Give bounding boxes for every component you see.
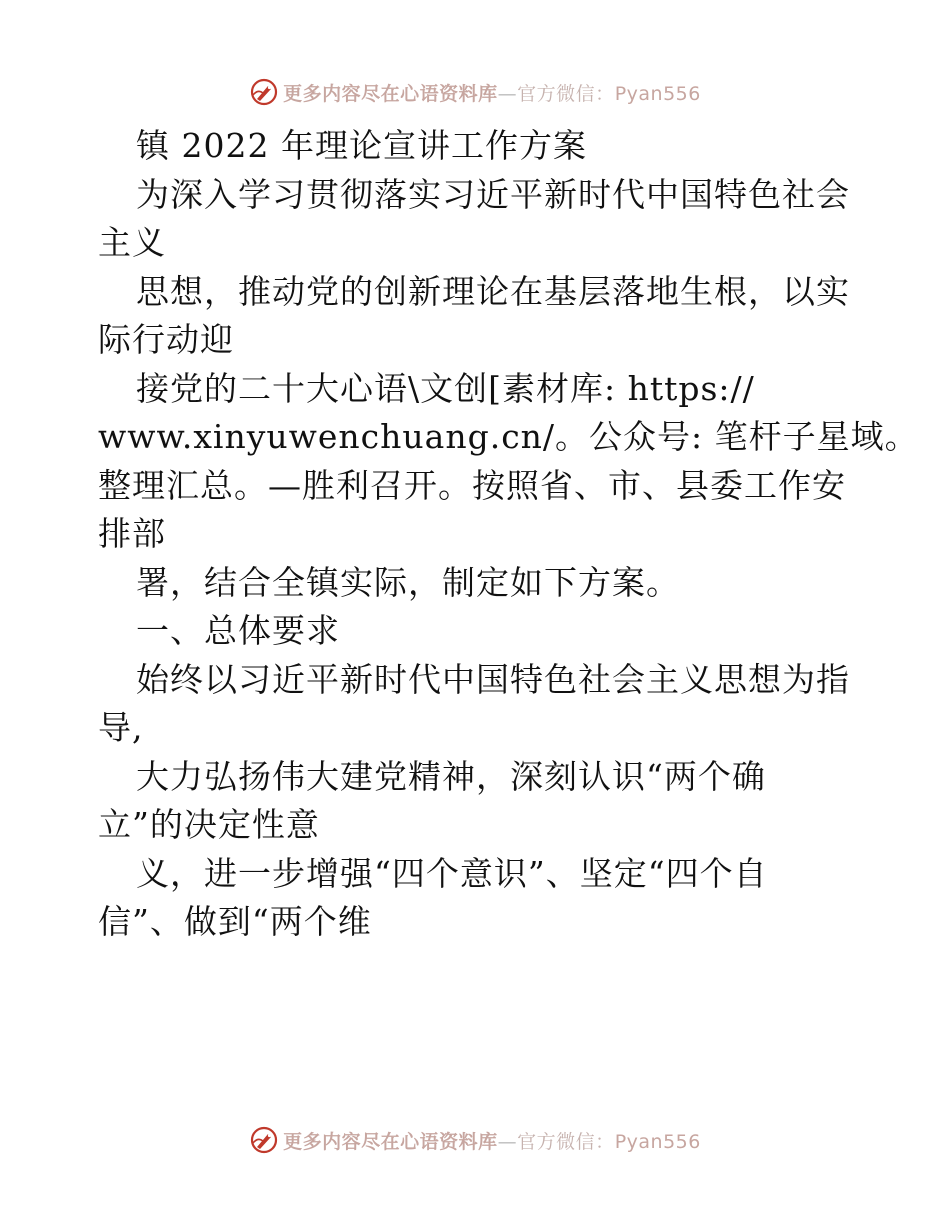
pen-nib-logo-icon [249,1125,279,1155]
document-line: 主义 [98,223,166,262]
document-line: 思想，推动党的创新理论在基层落地生根，以实 [136,271,850,311]
watermark-text [283,79,701,106]
watermark-site-text: 更多内容尽在心语资料库 [283,1130,498,1153]
pen-nib-logo-icon [249,77,279,107]
footer-watermark-banner [0,1120,950,1160]
document-line: 一、总体要求 [136,611,340,650]
watermark-wechat-account: Pyan556 [614,1130,701,1153]
document-line: 接党的二十大心语\文创[素材库: https:// [136,368,755,408]
watermark-wechat-label: 官方微信： [517,82,615,105]
document-line: www.xinyuwenchuang.cn/。公众号: 笔杆子星域。 [98,417,919,456]
document-body [98,122,919,947]
watermark-wechat-label: 官方微信： [517,1130,615,1153]
watermark-separator: — [497,82,518,105]
watermark-site-text: 更多内容尽在心语资料库 [283,82,498,105]
watermark-text [283,1127,701,1154]
document-line: 始终以习近平新时代中国特色社会主义思想为指 [136,659,850,699]
document-line: 大力弘扬伟大建党精神，深刻认识“两个确 [136,756,766,796]
watermark-wechat-account: Pyan556 [614,82,701,105]
document-line: 整理汇总。—胜利召开。按照省、市、县委工作安 [98,465,846,505]
header-watermark-banner [0,72,950,112]
document-line: 义，进一步增强“四个意识”、坚定“四个自 [136,853,768,893]
document-line: 信”、做到“两个维 [98,902,372,941]
watermark-separator: — [497,1130,518,1153]
document-line: 镇 2022 年理论宣讲工作方案 [136,126,587,165]
document-line: 导, [98,708,144,747]
document-line: 排部 [98,514,166,553]
document-line: 立”的决定性意 [98,805,320,844]
document-line: 署，结合全镇实际，制定如下方案。 [136,562,680,602]
document-line: 际行动迎 [98,320,234,359]
document-line: 为深入学习贯彻落实习近平新时代中国特色社会 [136,174,850,214]
